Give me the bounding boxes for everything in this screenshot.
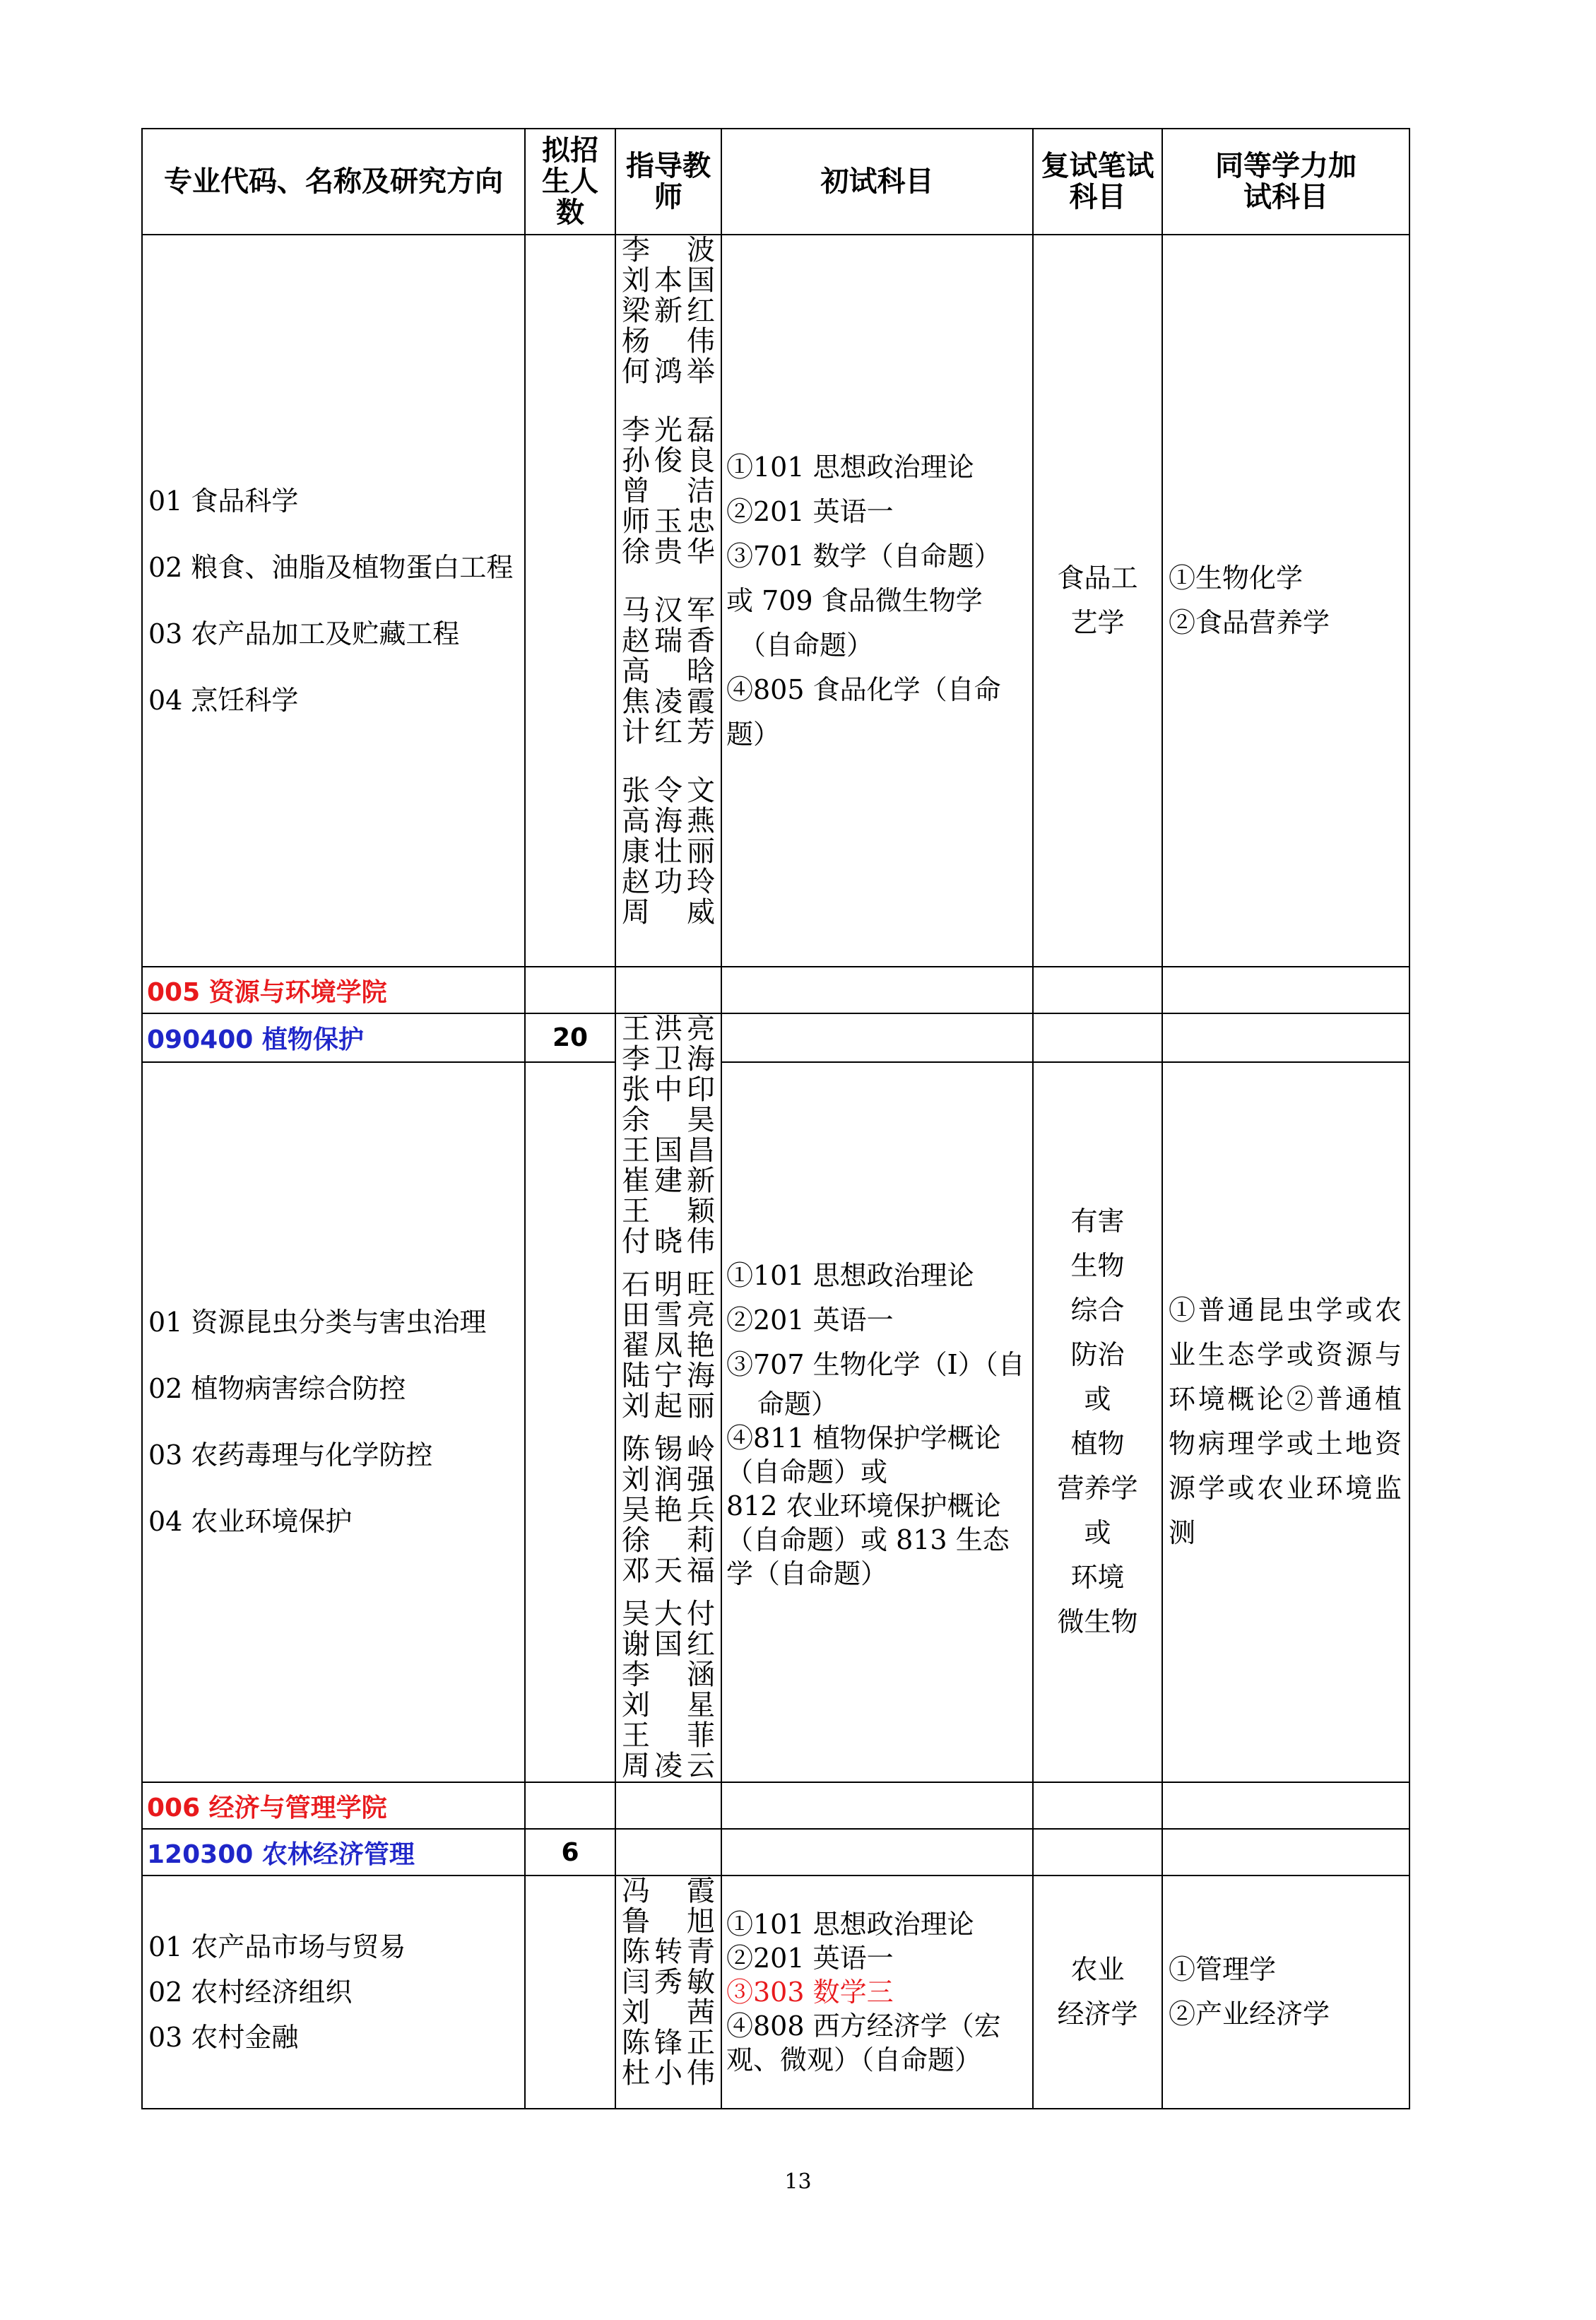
header-initial: 初试科目: [721, 129, 1033, 235]
subject-line: ①101 思想政治理论: [726, 451, 974, 483]
direction: 04 烹饪科学: [148, 685, 299, 716]
teacher-name: 马汉军: [622, 594, 715, 627]
teacher-name: 刘起丽: [622, 1390, 715, 1423]
plant-count: [525, 1062, 615, 1782]
plant-row: [142, 1062, 1409, 1782]
extra-line: ①管理学: [1169, 1954, 1277, 1985]
food-directions: [142, 235, 525, 967]
retest-line: 有害: [1070, 1206, 1125, 1237]
teacher-name: 张中印: [622, 1073, 715, 1106]
direction: 04 农业环境保护: [148, 1506, 353, 1538]
teacher-name: 翟凤艳: [622, 1329, 715, 1362]
plant-retest: [1033, 1062, 1162, 1782]
retest-text: 食品工艺学: [1057, 563, 1138, 638]
college-title: 005 资源与环境学院: [142, 967, 525, 1013]
subject-line: ①101 思想政治理论: [726, 1909, 974, 1940]
subject-line: ④811 植物保护学概论: [726, 1422, 1001, 1454]
econ-subjects: [721, 1876, 1033, 2109]
subject-line: （自命题）或: [726, 1456, 888, 1488]
food-count: [525, 235, 615, 967]
subject-line: 观、微观）（自命题）: [726, 2044, 982, 2075]
subject-line: ③707 生物化学（I）（自: [726, 1348, 1025, 1380]
direction: 01 农产品市场与贸易: [148, 1931, 406, 1962]
teacher-name: 计红芳: [622, 716, 715, 748]
subject-line: ④805 食品化学（自命: [726, 673, 1001, 705]
teacher-name: 王国昌: [622, 1134, 715, 1167]
retest-line: 或: [1084, 1384, 1111, 1415]
teacher-name: 杨 伟: [622, 325, 715, 358]
teacher-name: 李 波: [622, 234, 715, 266]
teacher-name: 王 颖: [622, 1195, 715, 1227]
econ-count: [525, 1876, 615, 2109]
teacher-name: 谢国红: [622, 1628, 715, 1661]
food-subjects: [721, 235, 1033, 967]
header-teacher-label: 指导教师: [626, 150, 711, 213]
teacher-name: 李卫海: [622, 1043, 715, 1076]
college-row: [142, 967, 1409, 1013]
teacher-name: 陈转青: [622, 1936, 715, 1968]
retest-line: 微生物: [1057, 1606, 1138, 1638]
plant-extra: [1162, 1062, 1409, 1782]
subject-line-highlight: ③303 数学三: [726, 1977, 894, 2008]
direction: 02 粮食、油脂及植物蛋白工程: [148, 552, 514, 583]
major-count: 6: [525, 1829, 615, 1876]
college-title: 006 经济与管理学院: [142, 1782, 525, 1829]
direction: 03 农产品加工及贮藏工程: [148, 618, 460, 649]
subject-line: 命题）: [757, 1388, 839, 1420]
teacher-name: 焦凌霞: [622, 685, 715, 718]
subject-line: ④808 西方经济学（宏: [726, 2010, 1001, 2042]
teacher-name: 赵瑞香: [622, 625, 715, 657]
teacher-name: 张令文: [622, 775, 715, 807]
subject-line: （自命题）或 813 生态: [726, 1524, 1010, 1555]
teacher-name: 梁新红: [622, 295, 715, 327]
major-row: [142, 1013, 1409, 1062]
subject-line: ②201 英语一: [726, 1304, 894, 1336]
plant-directions: [142, 1062, 525, 1782]
direction: 02 植物病害综合防控: [148, 1373, 406, 1405]
extra-text: ①普通昆虫学或农业生态学或资源与环境概论②普通植物病理学或土地资源学或农业环境监测: [1169, 1295, 1403, 1549]
teacher-name: 吴大付: [622, 1598, 715, 1630]
teacher-name: 邓天福: [622, 1555, 715, 1587]
teacher-name: 李光磊: [622, 414, 715, 447]
teacher-name: 周 威: [622, 896, 715, 929]
retest-line: 经济学: [1057, 1998, 1138, 2030]
teacher-name: 鲁 旭: [622, 1905, 715, 1938]
subject-line: （自命题）: [739, 629, 874, 661]
major-count: 20: [525, 1013, 615, 1062]
subject-line: ②201 英语一: [726, 1943, 894, 1974]
direction: 01 资源昆虫分类与害虫治理: [148, 1307, 487, 1338]
teacher-name: 崔建新: [622, 1165, 715, 1197]
econ-teachers: [615, 1876, 721, 2109]
teacher-name: 付晓伟: [622, 1225, 715, 1258]
plant-subjects: [721, 1062, 1033, 1782]
food-teachers: [615, 235, 721, 967]
teacher-name: 王 菲: [622, 1719, 715, 1752]
teacher-name: 李 涵: [622, 1659, 715, 1691]
major-title: 090400 植物保护: [142, 1013, 525, 1062]
extra-line: ①生物化学: [1169, 563, 1304, 594]
teacher-name: 高 晗: [622, 655, 715, 688]
teacher-name: 康壮丽: [622, 835, 715, 868]
teacher-name: 赵功玲: [622, 866, 715, 898]
subject-line: 或 709 食品微生物学: [726, 584, 983, 616]
teacher-name: 闫秀敏: [622, 1966, 715, 1998]
teacher-name: 田雪亮: [622, 1299, 715, 1331]
teacher-name: 刘润强: [622, 1464, 715, 1496]
direction: 03 农药毒理与化学防控: [148, 1439, 433, 1471]
teacher-name: 杜小伟: [622, 2057, 715, 2090]
enrollment-table: [141, 128, 1410, 2109]
plant-teachers: [615, 1013, 721, 1782]
teacher-name: 周凌云: [622, 1750, 715, 1782]
header-retest: [1033, 129, 1162, 235]
teacher-name: 石明旺: [622, 1268, 715, 1301]
retest-line: 或: [1084, 1517, 1111, 1549]
direction: 03 农村金融: [148, 2022, 299, 2053]
teacher-name: 吴艳兵: [622, 1494, 715, 1526]
food-retest: [1033, 235, 1162, 967]
retest-line: 综合: [1070, 1295, 1125, 1326]
food-row: [142, 235, 1409, 967]
subject-line: ②201 英语一: [726, 495, 894, 527]
direction: 01 食品科学: [148, 485, 299, 517]
econ-row: [142, 1876, 1409, 2109]
major-row: [142, 1829, 1409, 1876]
teacher-name: 刘 茜: [622, 1996, 715, 2029]
subject-line: 学（自命题）: [726, 1558, 888, 1589]
header-row: [142, 129, 1409, 235]
teacher-name: 陈锡岭: [622, 1433, 715, 1466]
extra-line: ②产业经济学: [1169, 1998, 1330, 2030]
retest-line: 营养学: [1057, 1473, 1138, 1505]
teacher-name: 陆宁海: [622, 1360, 715, 1392]
food-extra: [1162, 235, 1409, 967]
subject-line: 题）: [726, 718, 781, 750]
direction: 02 农村经济组织: [148, 1977, 353, 2008]
retest-line: 防治: [1070, 1339, 1125, 1371]
header-extra-label: 同等学力加试科目: [1215, 150, 1356, 213]
teacher-name: 高海燕: [622, 805, 715, 837]
header-extra: [1162, 129, 1409, 235]
retest-line: 植物: [1070, 1428, 1125, 1460]
teacher-name: 余 昊: [622, 1104, 715, 1136]
header-major: 专业代码、名称及研究方向: [142, 129, 525, 235]
econ-directions: [142, 1876, 525, 2109]
subject-line: 812 农业环境保护概论: [726, 1490, 1001, 1521]
teacher-name: 王洪亮: [622, 1013, 715, 1045]
teacher-name: 徐 莉: [622, 1524, 715, 1557]
major-title: 120300 农林经济管理: [142, 1829, 525, 1876]
retest-line: 生物: [1070, 1250, 1125, 1282]
header-teacher: [615, 129, 721, 235]
teacher-name: 曾 洁: [622, 475, 715, 507]
retest-line: 环境: [1070, 1562, 1125, 1594]
teacher-name: 何鸿举: [622, 355, 715, 388]
college-row: [142, 1782, 1409, 1829]
page-number: 13: [784, 2169, 812, 2194]
retest-line: 农业: [1070, 1954, 1125, 1985]
header-retest-label: 复试笔试科目: [1041, 150, 1154, 213]
teacher-name: 刘本国: [622, 264, 715, 297]
header-count: [525, 129, 615, 235]
teacher-name: 师玉忠: [622, 505, 715, 538]
teacher-name: 冯 霞: [622, 1875, 715, 1907]
econ-retest: [1033, 1876, 1162, 2109]
teacher-name: 陈锋正: [622, 2027, 715, 2059]
teacher-name: 徐贵华: [622, 536, 715, 568]
teacher-name: 刘 星: [622, 1689, 715, 1721]
header-count-label: 拟招生人数: [542, 134, 598, 229]
subject-line: ①101 思想政治理论: [726, 1259, 974, 1291]
econ-extra: [1162, 1876, 1409, 2109]
subject-line: ③701 数学（自命题）: [726, 540, 1001, 572]
teacher-name: 孙俊良: [622, 444, 715, 477]
extra-line: ②食品营养学: [1169, 607, 1330, 638]
